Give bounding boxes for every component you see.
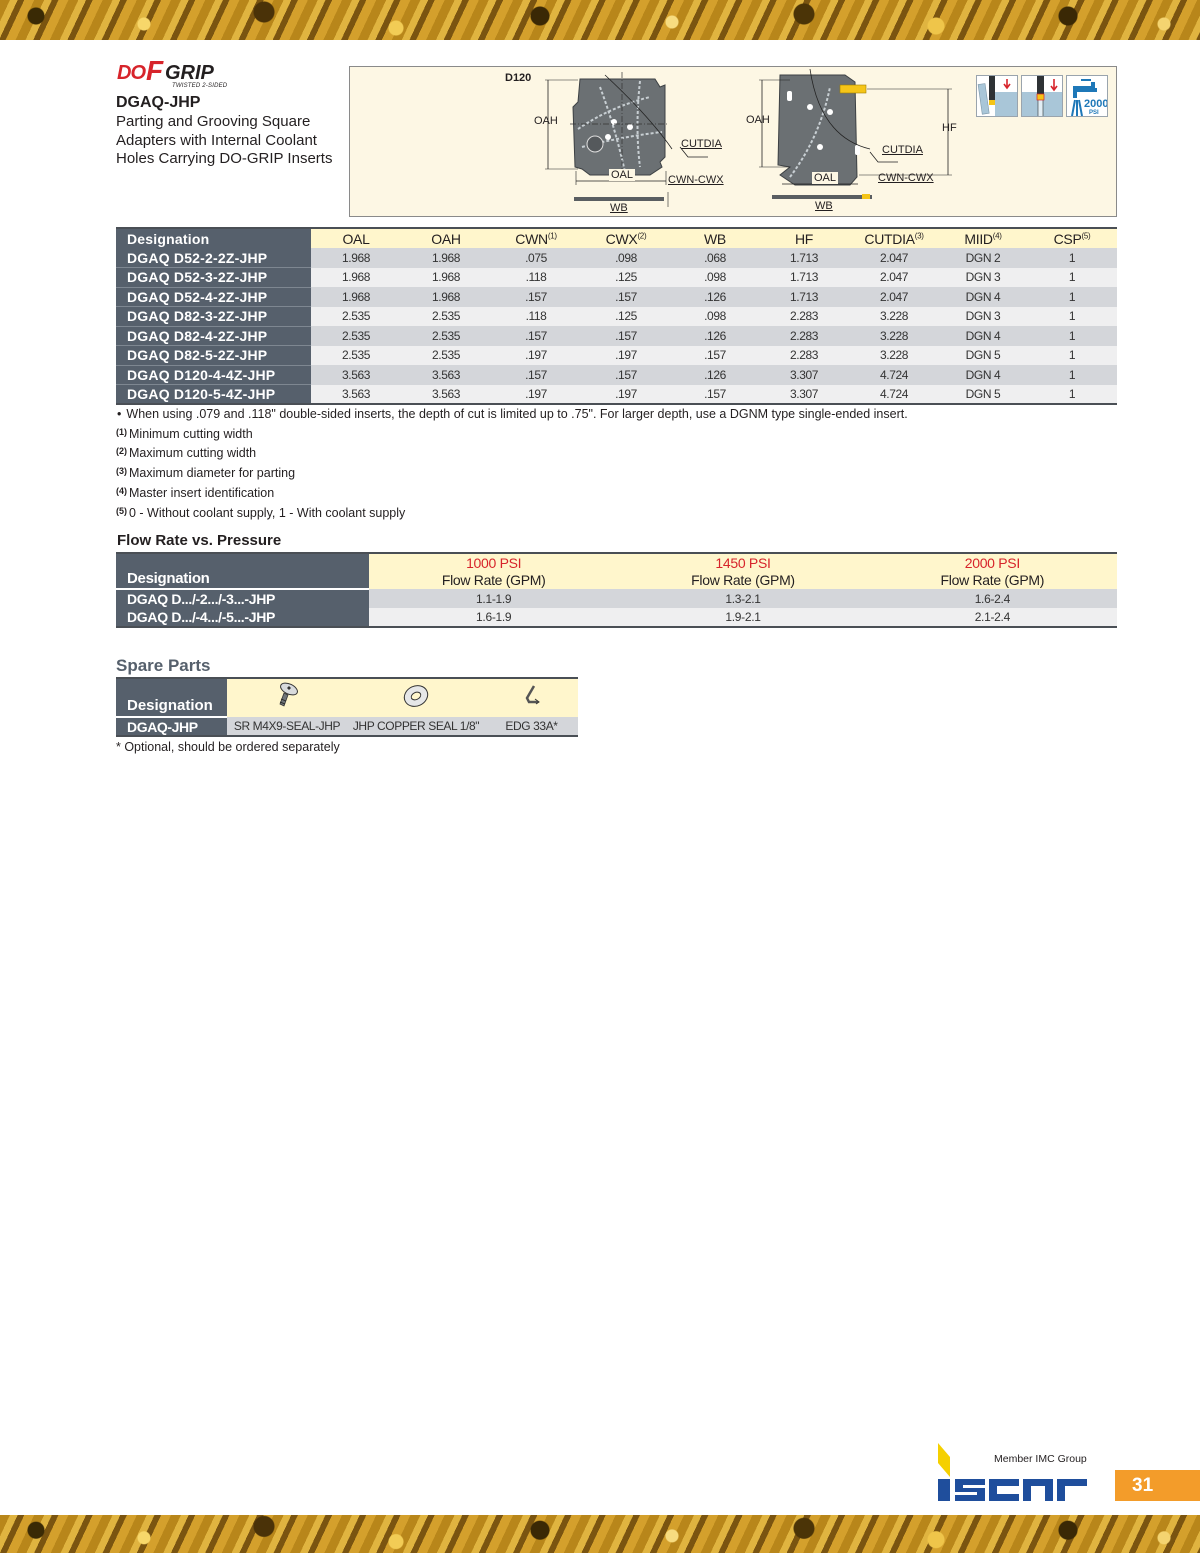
svg-text:2000: 2000 [1084,98,1109,110]
flow-col-1000psi: 1000 PSI Flow Rate (GPM) [369,553,618,589]
table-row: DGAQ D.../-2.../-3...-JHP 1.1-1.9 1.3-2.1 1.6-2.4 [116,589,1117,608]
table-header-row [116,228,1117,248]
label-cutdia-right: CUTDIA [882,144,923,156]
iscar-logo [935,1443,1095,1503]
spare-header-row [116,678,578,717]
table-row: DGAQ-JHP SR M4X9-SEAL-JHP JHP COPPER SEAL 1/8" EDG 33A* [116,717,578,736]
note-bullet: • When using .079 and .118" double-sided inserts, the depth of cut is limited up to .75". For larger depth, use a DGNM type single-ended insert. [117,407,908,421]
application-icons [976,75,1108,117]
parting-icon [976,75,1018,117]
table-row: DGAQ D.../-4.../-5...-JHP 1.6-1.9 1.9-2.1 2.1-2.4 [116,608,1117,627]
key-wrench-icon [485,678,578,717]
col-csp: CSP$^{(5)}$ [1027,228,1117,248]
label-wb-left: WB [610,202,628,214]
table-row: DGAQ D52-3-2Z-JHP 1.968 1.968 .118 .125 .098 1.713 2.047 DGN 3 1 [116,268,1117,288]
footnote-3: $^{(3)}$ Maximum diameter for parting [116,466,296,481]
table-row: DGAQ D120-4-4Z-JHP 3.563 3.563 .157 .157 .126 3.307 4.724 DGN 4 1 [116,365,1117,385]
flow-header-row [116,553,1117,589]
table-row: DGAQ D52-2-2Z-JHP 1.968 1.968 .075 .098 .068 1.713 2.047 DGN 2 1 [116,248,1117,268]
flow-rate-table [116,552,1117,628]
col-cwn: CWN$^{(1)}$ [491,228,581,248]
dimension-diagram [349,66,1117,217]
col-wb: WB [671,228,759,248]
col-hf: HF [759,228,849,248]
gold-footer-band [0,1515,1200,1553]
label-cutdia-left: CUTDIA [681,138,722,150]
table-row: DGAQ D82-3-2Z-JHP 2.535 2.535 .118 .125 .098 2.283 3.228 DGN 3 1 [116,307,1117,327]
label-cwn-cwx-left: CWN-CWX [668,174,724,186]
label-oah-left: OAH [534,115,558,127]
col-miid: MIID$^{(4)}$ [939,228,1027,248]
diagram-label-d120: D120 [505,72,532,84]
page-number: 31 [1115,1470,1200,1501]
svg-text:PSI: PSI [1089,110,1099,116]
label-cwn-cwx-right: CWN-CWX [878,172,934,184]
logo-grip: GRIP [165,62,214,84]
col-cutdia: CUTDIA$^{(3)}$ [849,228,939,248]
flow-col-2000psi: 2000 PSI Flow Rate (GPM) [868,553,1117,589]
col-designation: Designation [116,228,311,248]
table-row: DGAQ D120-5-4Z-JHP 3.563 3.563 .197 .197 .157 3.307 4.724 DGN 5 1 [116,385,1117,405]
spare-parts-table [116,677,578,737]
footnote-5: $^{(5)}$ 0 - Without coolant supply, 1 - With coolant supply [116,505,406,520]
table-notes [116,406,908,522]
left-adapter-shape [573,79,665,175]
grooving-icon [1021,75,1063,117]
dogrip-logo [117,55,237,89]
screw-icon [227,678,347,717]
table-row: DGAQ D82-5-2Z-JHP 2.535 2.535 .197 .197 .157 2.283 3.228 DGN 5 1 [116,346,1117,366]
product-title: DGAQ-JHP [116,94,201,111]
table-row: DGAQ D82-4-2Z-JHP 2.535 2.535 .157 .157 .126 2.283 3.228 DGN 4 1 [116,326,1117,346]
label-oal-left: OAL [611,169,634,181]
footnote-2: $^{(2)}$ Maximum cutting width [116,446,257,461]
adapter-specs-table [116,227,1117,405]
col-oah: OAH [401,228,491,248]
member-imc-text: Member IMC Group [994,1453,1087,1465]
spare-parts-note: * Optional, should be ordered separately [116,740,340,754]
flow-rate-title: Flow Rate vs. Pressure [117,532,282,549]
label-hf-right: HF [942,122,957,134]
coolant-2000-psi-icon [1066,75,1108,117]
flow-col-designation: Designation [116,553,369,589]
logo-do: DO [117,62,145,84]
seal-washer-icon [347,678,485,717]
col-cwx: CWX$^{(2)}$ [581,228,671,248]
logo-f: F [146,55,164,86]
table-row: DGAQ D52-4-2Z-JHP 1.968 1.968 .157 .157 .126 1.713 2.047 DGN 4 1 [116,287,1117,307]
logo-tagline: TWISTED 2-SIDED [172,83,228,89]
spare-parts-title: Spare Parts [116,656,211,675]
label-oal-right: OAL [814,172,837,184]
label-oah-right: OAH [746,114,770,126]
flow-col-1450psi: 1450 PSI Flow Rate (GPM) [618,553,867,589]
spare-col-designation: Designation [116,678,227,717]
product-description: Parting and Grooving Square Adapters with Internal Coolant Holes Carrying DO-GRIP Inserts [116,113,333,168]
right-adapter-shape [778,75,866,185]
gold-header-band [0,0,1200,40]
footnote-1: $^{(1)}$ Minimum cutting width [116,426,253,441]
col-oal: OAL [311,228,401,248]
footnote-4: $^{(4)}$ Master insert identification [116,485,275,500]
label-wb-right: WB [815,200,833,212]
